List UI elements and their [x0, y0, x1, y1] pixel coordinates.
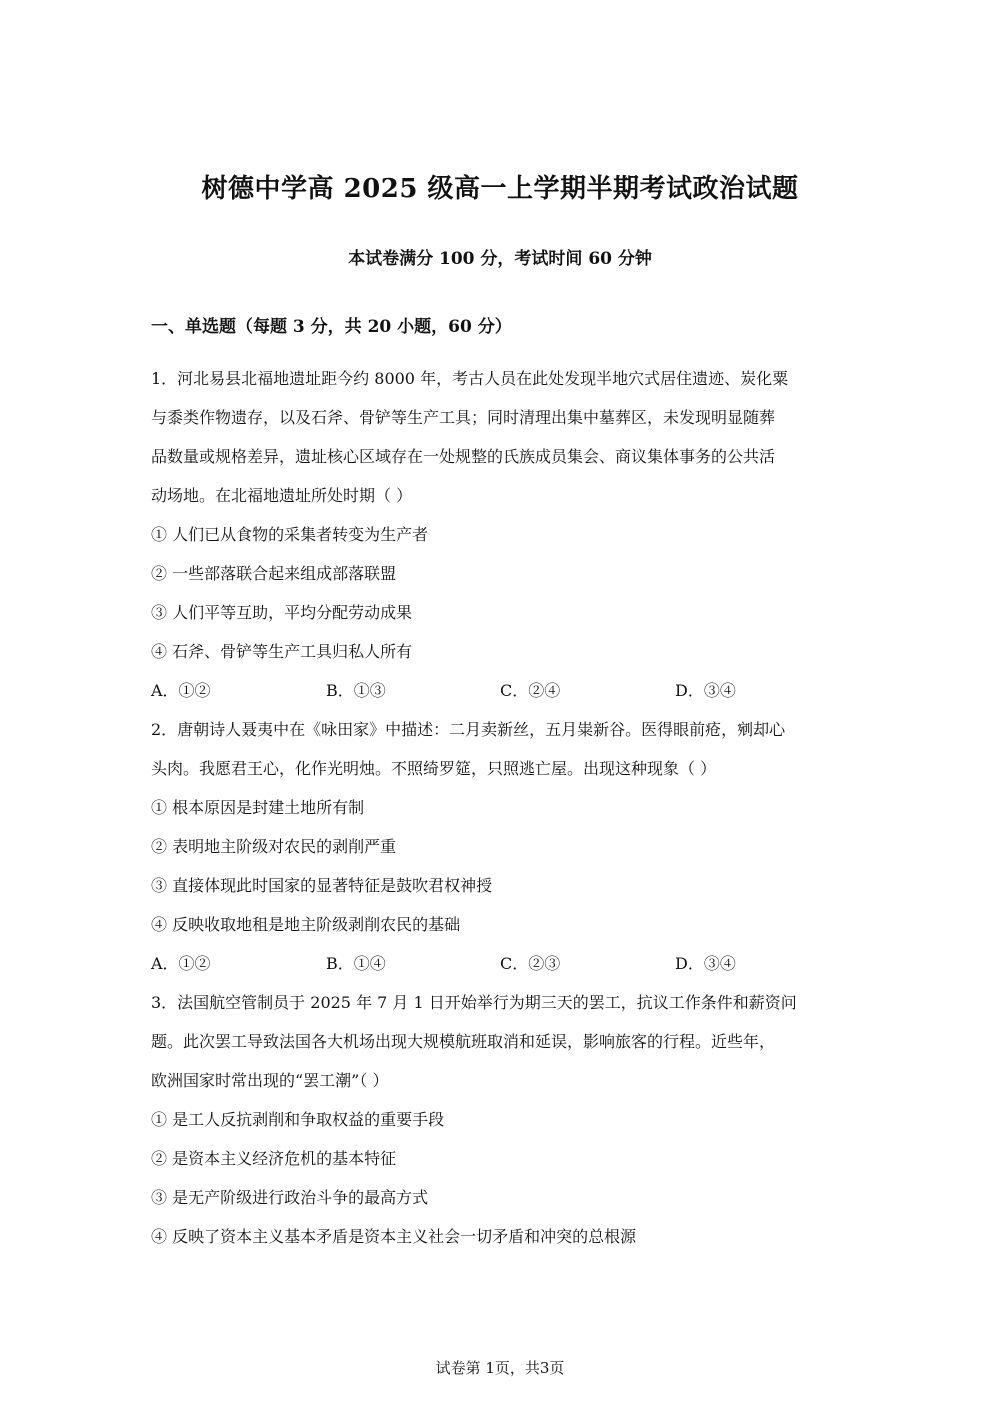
option-a[interactable]: A．①②: [151, 954, 211, 973]
exam-title: 树德中学高 2025 级高一上学期半期考试政治试题: [201, 174, 799, 204]
option-d[interactable]: D．③④: [675, 954, 736, 973]
statement: ④ 石斧、骨铲等生产工具归私人所有: [151, 642, 413, 661]
statement: ② 一些部落联合起来组成部落联盟: [151, 564, 397, 583]
question-stem-line: 品数量或规格差异，遗址核心区域存在一处规整的氏族成员集会、商议集体事务的公共活: [151, 447, 776, 466]
question-stem-line: 3．法国航空管制员于 2025 年 7 月 1 日开始举行为期三天的罢工，抗议工作条件和薪资问: [151, 993, 797, 1012]
question-stem-line: 题。此次罢工导致法国各大机场出现大规模航班取消和延误，影响旅客的行程。近些年，: [151, 1032, 776, 1051]
question-stem-line: 与黍类作物遗存，以及石斧、骨铲等生产工具；同时清理出集中墓葬区，未发现明显随葬: [151, 408, 776, 427]
statement: ③ 直接体现此时国家的显著特征是鼓吹君权神授: [151, 876, 493, 895]
statement: ② 是资本主义经济危机的基本特征: [151, 1149, 397, 1168]
section-heading: 一、单选题（每题 3 分，共 20 小题，60 分）: [151, 317, 512, 337]
question-stem-line: 1．河北易县北福地遗址距今约 8000 年，考古人员在此处发现半地穴式居住遗迹、炭化粟: [151, 369, 789, 388]
exam-subtitle: 本试卷满分 100 分，考试时间 60 分钟: [348, 249, 652, 269]
option-c[interactable]: C．②④: [500, 681, 561, 700]
statement: ① 根本原因是封建土地所有制: [151, 798, 365, 817]
option-d[interactable]: D．③④: [675, 681, 736, 700]
statement: ③ 是无产阶级进行政治斗争的最高方式: [151, 1188, 429, 1207]
statement: ③ 人们平等互助，平均分配劳动成果: [151, 603, 413, 622]
option-b[interactable]: B．①③: [326, 681, 386, 700]
statement: ① 是工人反抗剥削和争取权益的重要手段: [151, 1110, 445, 1129]
statement: ④ 反映收取地租是地主阶级剥削农民的基础: [151, 915, 461, 934]
option-c[interactable]: C．②③: [500, 954, 561, 973]
question-stem-line: 头肉。我愿君王心，化作光明烛。不照绮罗筵，只照逃亡屋。出现这种现象（ ）: [151, 759, 717, 778]
statement: ② 表明地主阶级对农民的剥削严重: [151, 837, 397, 856]
statement: ④ 反映了资本主义基本矛盾是资本主义社会一切矛盾和冲突的总根源: [151, 1227, 637, 1246]
question-stem-line: 2．唐朝诗人聂夷中在《咏田家》中描述：二月卖新丝，五月粜新谷。医得眼前疮，剜却心: [151, 720, 786, 739]
question-stem-line: 动场地。在北福地遗址所处时期（ ）: [151, 486, 413, 505]
statement: ① 人们已从食物的采集者转变为生产者: [151, 525, 429, 544]
question-stem-line: 欧洲国家时常出现的“罢工潮”（ ）: [151, 1071, 389, 1090]
page-footer: 试卷第 1页，共3页: [435, 1359, 565, 1377]
option-b[interactable]: B．①④: [326, 954, 386, 973]
option-a[interactable]: A．①②: [151, 681, 211, 700]
